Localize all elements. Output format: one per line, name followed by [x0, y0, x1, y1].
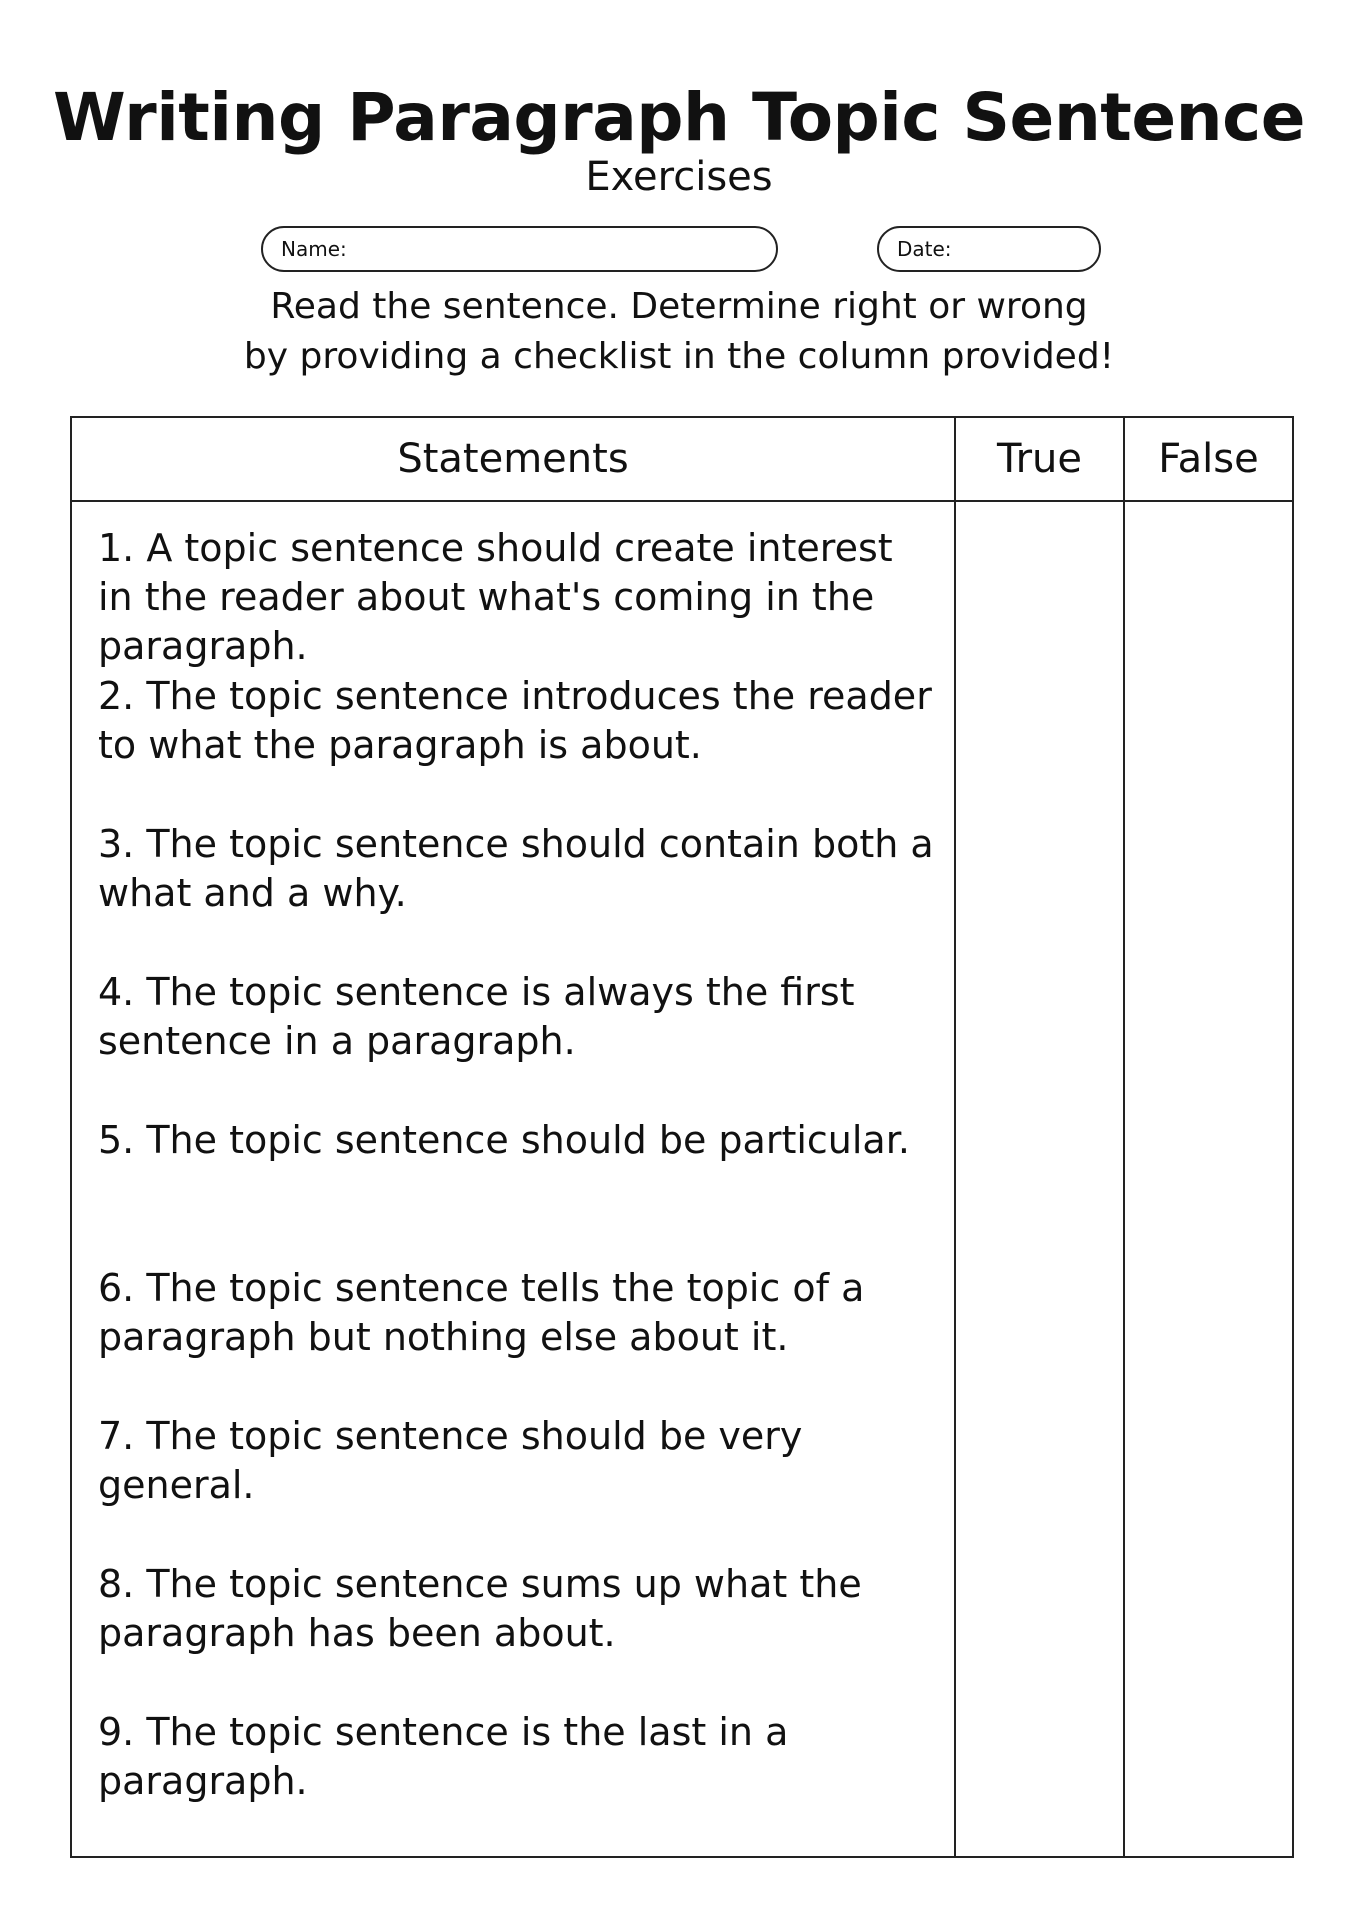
table-header-row	[71, 417, 1293, 501]
worksheet-subtitle: Exercises	[585, 154, 773, 200]
statement-list	[72, 502, 954, 1856]
statements-cell	[71, 501, 955, 1857]
false-answer-column[interactable]	[1124, 501, 1293, 1857]
instructions	[0, 282, 1358, 382]
instructions-line-1: Read the sentence. Determine right or wrong	[270, 286, 1088, 327]
statement-item: 9. The topic sentence is the last in a paragraph.	[98, 1710, 789, 1803]
name-label: Name:	[281, 237, 347, 261]
name-field[interactable]	[261, 226, 778, 272]
statement-item: 2. The topic sentence introduces the reader to what the paragraph is about.	[98, 674, 932, 767]
header-statements: Statements	[71, 417, 955, 501]
date-field[interactable]	[877, 226, 1101, 272]
statement-item: 4. The topic sentence is always the first sentence in a paragraph.	[98, 970, 855, 1063]
true-false-table	[70, 416, 1294, 1858]
statement-item: 5. The topic sentence should be particular.	[98, 1118, 910, 1162]
date-label: Date:	[897, 237, 952, 261]
statement-item: 6. The topic sentence tells the topic of a paragraph but nothing else about it.	[98, 1266, 865, 1359]
statement-item: 3. The topic sentence should contain both a what and a why.	[98, 822, 934, 915]
header-true: True	[955, 417, 1124, 501]
statement-item: 1. A topic sentence should create interest in the reader about what's coming in the paragraph.	[98, 526, 893, 668]
worksheet-title: Writing Paragraph Topic Sentence	[53, 79, 1305, 156]
table-body-row	[71, 501, 1293, 1857]
true-answer-column[interactable]	[955, 501, 1124, 1857]
instructions-line-2: by providing a checklist in the column provided!	[243, 336, 1115, 377]
statement-item: 7. The topic sentence should be very general.	[98, 1414, 803, 1507]
header-false: False	[1124, 417, 1293, 501]
statement-item: 8. The topic sentence sums up what the paragraph has been about.	[98, 1562, 862, 1655]
